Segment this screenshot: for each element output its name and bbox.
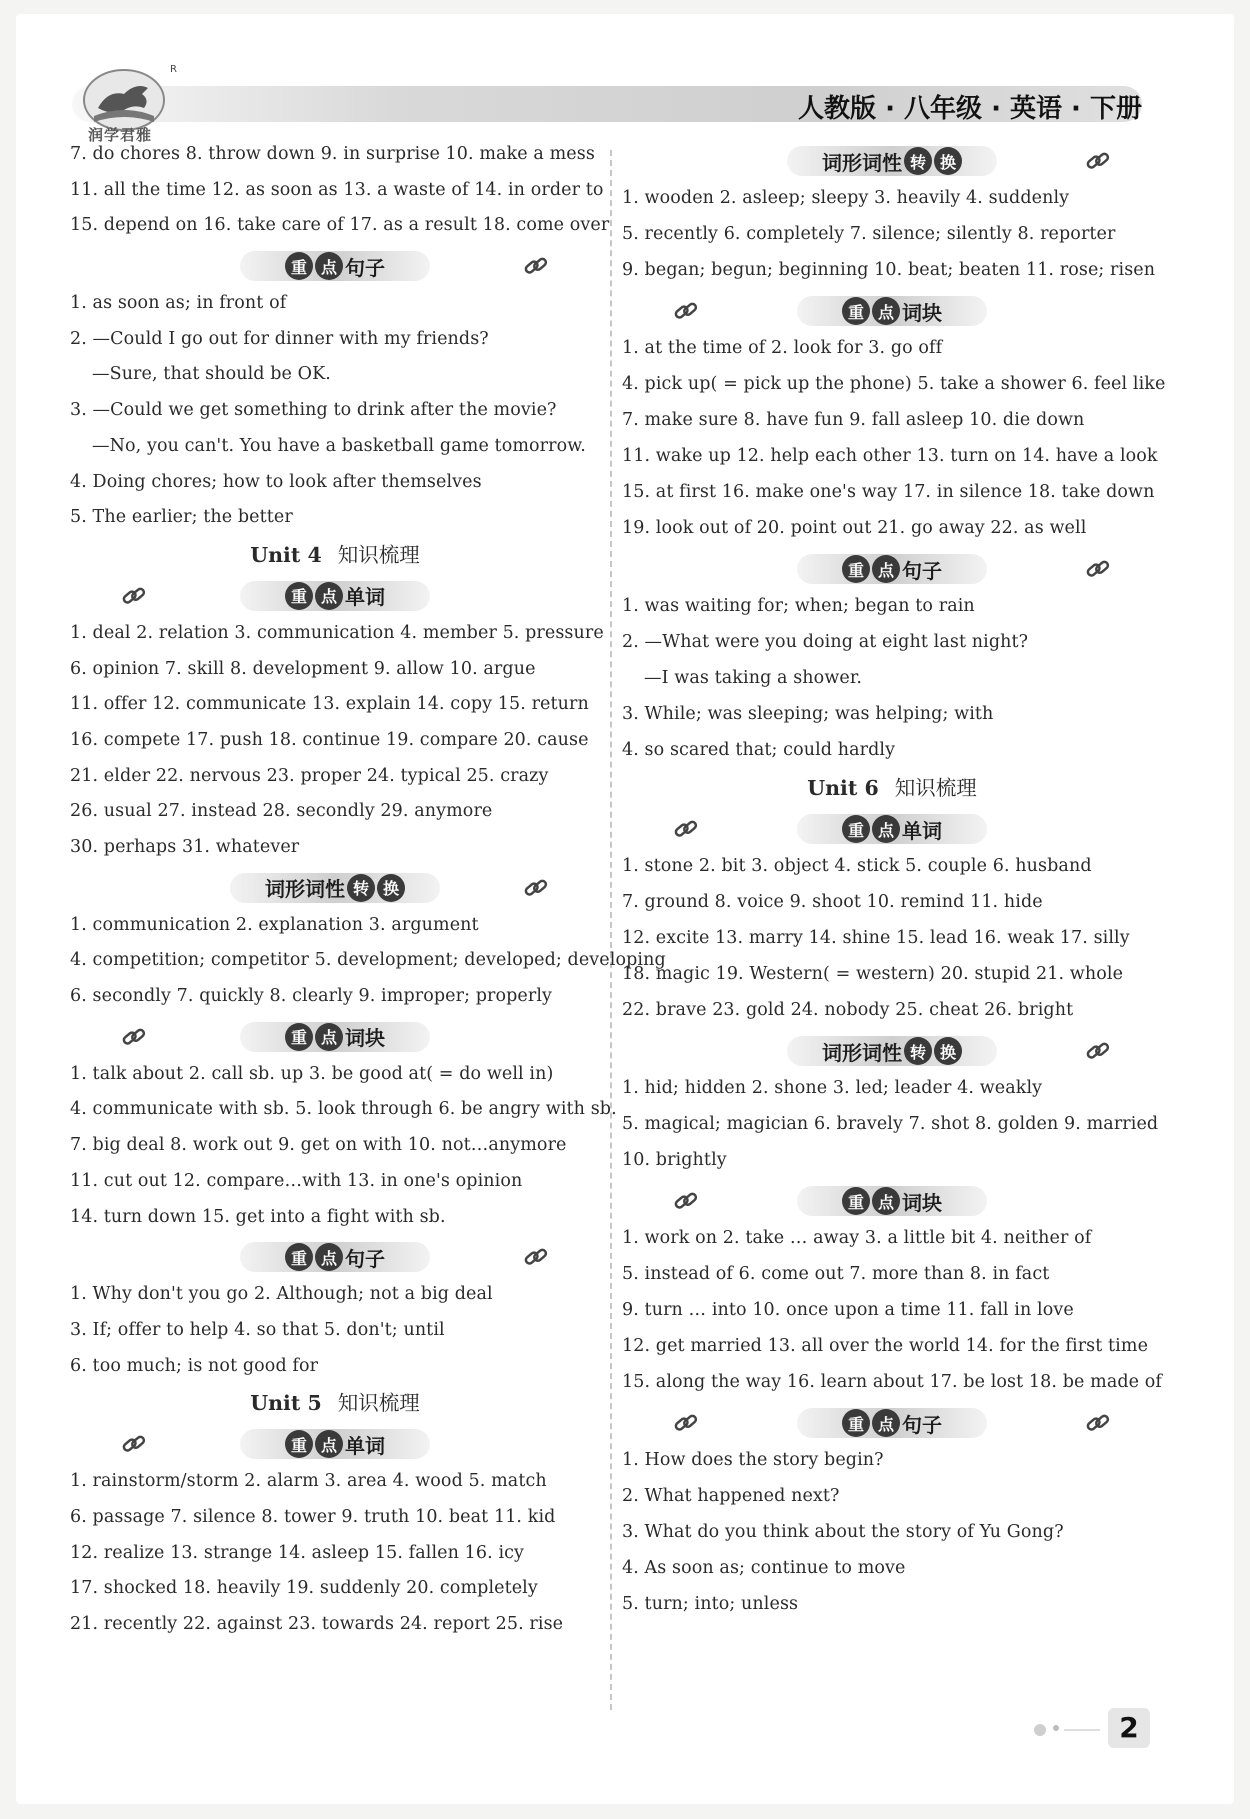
circle-char: 转 bbox=[904, 147, 932, 175]
list-item: 17. shocked 18. heavily 19. suddenly 20. completely bbox=[70, 1578, 538, 1599]
list-item: —Sure, that should be OK. bbox=[92, 364, 331, 385]
section-header-key-phrases bbox=[622, 294, 1162, 330]
section-header-label: 词形词性 转 换 bbox=[822, 146, 962, 176]
unit-number: Unit 4 bbox=[250, 542, 322, 567]
unit-title bbox=[70, 541, 600, 569]
circle-char: 重 bbox=[285, 582, 313, 610]
circle-char: 点 bbox=[872, 1409, 900, 1437]
list-item: 3. While; was sleeping; was helping; with bbox=[622, 704, 994, 724]
section-header-key-sentences bbox=[70, 249, 600, 285]
link-icon bbox=[1084, 558, 1112, 582]
page-number: 2 bbox=[1108, 1708, 1150, 1748]
section-header-word-forms bbox=[622, 1034, 1162, 1070]
decorative-dots-icon bbox=[1030, 1718, 1100, 1738]
list-item: 16. compete 17. push 18. continue 19. compare 20. cause bbox=[70, 729, 589, 750]
list-item: 1. rainstorm/storm 2. alarm 3. area 4. wood 5. match bbox=[70, 1471, 547, 1492]
circle-char: 重 bbox=[842, 297, 870, 325]
circle-char: 点 bbox=[315, 582, 343, 610]
unit-subtitle: 知识梳理 bbox=[337, 542, 420, 567]
list-item: 7. ground 8. voice 9. shoot 10. remind 11. hide bbox=[622, 892, 1043, 912]
circle-char: 换 bbox=[934, 147, 962, 175]
list-item: 4. As soon as; continue to move bbox=[622, 1558, 906, 1578]
section-header-key-words bbox=[622, 812, 1162, 848]
list-item: 11. offer 12. communicate 13. explain 14. copy 15. return bbox=[70, 694, 589, 715]
list-item: 1. at the time of 2. look for 3. go off bbox=[622, 338, 943, 358]
section-header-key-phrases bbox=[70, 1020, 600, 1056]
circle-char: 点 bbox=[315, 1023, 343, 1051]
list-item: 1. How does the story begin? bbox=[622, 1450, 884, 1470]
unit-number: Unit 5 bbox=[250, 1391, 322, 1416]
circle-char: 点 bbox=[315, 252, 343, 280]
list-item: 1. talk about 2. call sb. up 3. be good at( = do well in) bbox=[70, 1063, 554, 1084]
circle-char: 点 bbox=[872, 1187, 900, 1215]
section-header-word-forms bbox=[70, 871, 600, 907]
circle-char: 重 bbox=[842, 555, 870, 583]
registered-mark: R bbox=[170, 64, 177, 75]
link-icon bbox=[120, 1026, 148, 1050]
section-header-label: 词形词性 转 换 bbox=[822, 1036, 962, 1066]
list-item: 1. work on 2. take … away 3. a little bit 4. neither of bbox=[622, 1228, 1092, 1248]
list-item: 21. elder 22. nervous 23. proper 24. typical 25. crazy bbox=[70, 765, 549, 786]
list-item: 21. recently 22. against 23. towards 24. report 25. rise bbox=[70, 1614, 564, 1634]
circle-char: 转 bbox=[347, 874, 375, 902]
list-item: 2. —What were you doing at eight last night? bbox=[622, 632, 1029, 652]
link-icon bbox=[120, 585, 148, 609]
list-item: 1. communication 2. explanation 3. argument bbox=[70, 914, 479, 935]
list-item: 1. stone 2. bit 3. object 4. stick 5. couple 6. husband bbox=[622, 856, 1092, 876]
logo-text: 润学君雅 bbox=[88, 126, 153, 144]
list-item: 15. depend on 16. take care of 17. as a result 18. come over bbox=[70, 215, 610, 236]
list-item: 1. Why don't you go 2. Although; not a big deal bbox=[70, 1284, 493, 1305]
section-header-key-words bbox=[70, 1427, 600, 1463]
list-item: 2. —Could I go out for dinner with my friends? bbox=[70, 328, 489, 349]
unit-title bbox=[622, 774, 1162, 802]
section-header-label: 重 点 句子 bbox=[842, 1408, 942, 1438]
list-item: 12. excite 13. marry 14. shine 15. lead 16. weak 17. silly bbox=[622, 928, 1130, 948]
circle-char: 重 bbox=[842, 1409, 870, 1437]
list-item: 6. opinion 7. skill 8. development 9. allow 10. argue bbox=[70, 658, 536, 679]
list-item: 1. wooden 2. asleep; sleepy 3. heavily 4. suddenly bbox=[622, 188, 1070, 208]
section-header-label: 词形词性 转 换 bbox=[265, 873, 405, 903]
list-item: 3. If; offer to help 4. so that 5. don't; until bbox=[70, 1319, 445, 1340]
list-item: 10. brightly bbox=[622, 1150, 727, 1170]
section-header-label: 重 点 词块 bbox=[285, 1022, 385, 1052]
list-item: 26. usual 27. instead 28. secondly 29. anymore bbox=[70, 801, 493, 822]
list-item: 15. along the way 16. learn about 17. be lost 18. be made of bbox=[622, 1372, 1162, 1392]
list-item: —I was taking a shower. bbox=[644, 668, 863, 688]
list-item: 6. too much; is not good for bbox=[70, 1355, 319, 1376]
circle-char: 重 bbox=[285, 1430, 313, 1458]
unit-title bbox=[70, 1389, 600, 1417]
list-item: 5. magical; magician 6. bravely 7. shot 8. golden 9. married bbox=[622, 1114, 1159, 1134]
link-icon bbox=[672, 818, 700, 842]
section-header-label: 重 点 单词 bbox=[285, 1429, 385, 1459]
list-item: 1. deal 2. relation 3. communication 4. member 5. pressure bbox=[70, 622, 604, 643]
list-item: 5. recently 6. completely 7. silence; silently 8. reporter bbox=[622, 224, 1116, 244]
section-header-key-sentences bbox=[70, 1240, 600, 1276]
circle-char: 点 bbox=[872, 297, 900, 325]
list-item: 9. turn … into 10. once upon a time 11. fall in love bbox=[622, 1300, 1074, 1320]
list-item: 12. realize 13. strange 14. asleep 15. fallen 16. icy bbox=[70, 1542, 525, 1563]
list-item: 4. communicate with sb. 5. look through 6. be angry with sb. bbox=[70, 1099, 617, 1120]
list-item: 2. What happened next? bbox=[622, 1486, 840, 1506]
column-divider bbox=[610, 150, 612, 1710]
link-icon bbox=[522, 877, 550, 901]
circle-char: 换 bbox=[934, 1037, 962, 1065]
section-header-word-forms bbox=[622, 144, 1162, 180]
section-header-key-words bbox=[70, 579, 600, 615]
list-item: 7. big deal 8. work out 9. get on with 10. not…anymore bbox=[70, 1135, 567, 1156]
link-icon bbox=[672, 1412, 700, 1436]
list-item: 19. look out of 20. point out 21. go away 22. as well bbox=[622, 518, 1087, 538]
section-header-key-phrases bbox=[622, 1184, 1162, 1220]
list-item: 11. cut out 12. compare…with 13. in one's opinion bbox=[70, 1170, 523, 1191]
circle-char: 点 bbox=[315, 1430, 343, 1458]
circle-char: 点 bbox=[872, 555, 900, 583]
right-column bbox=[622, 142, 1166, 1628]
list-item: 3. —Could we get something to drink after the movie? bbox=[70, 400, 557, 421]
list-item: —No, you can't. You have a basketball game tomorrow. bbox=[92, 435, 586, 456]
book-title: 人教版 · 八年级 · 英语 · 下册 bbox=[798, 94, 1142, 124]
link-icon bbox=[522, 255, 550, 279]
circle-char: 重 bbox=[842, 815, 870, 843]
link-icon bbox=[1084, 1412, 1112, 1436]
link-icon bbox=[120, 1433, 148, 1457]
list-item: 30. perhaps 31. whatever bbox=[70, 837, 300, 857]
unit-subtitle: 知识梳理 bbox=[894, 776, 977, 800]
list-item: 6. passage 7. silence 8. tower 9. truth 10. beat 11. kid bbox=[70, 1506, 556, 1527]
section-header-label: 重 点 词块 bbox=[842, 1186, 942, 1216]
list-item: 11. wake up 12. help each other 13. turn on 14. have a look bbox=[622, 446, 1158, 466]
circle-char: 重 bbox=[842, 1187, 870, 1215]
list-item: 4. so scared that; could hardly bbox=[622, 740, 896, 760]
circle-char: 重 bbox=[285, 1243, 313, 1271]
link-icon bbox=[672, 300, 700, 324]
list-item: 5. turn; into; unless bbox=[622, 1594, 799, 1614]
circle-char: 转 bbox=[904, 1037, 932, 1065]
list-item: 12. get married 13. all over the world 14. for the first time bbox=[622, 1336, 1149, 1356]
list-item: 4. pick up( = pick up the phone) 5. take a shower 6. feel like bbox=[622, 374, 1166, 394]
section-header-label: 重 点 句子 bbox=[285, 251, 385, 281]
section-header-label: 重 点 句子 bbox=[842, 554, 942, 584]
circle-char: 重 bbox=[285, 252, 313, 280]
unit-number: Unit 6 bbox=[807, 776, 879, 800]
list-item: 14. turn down 15. get into a fight with sb. bbox=[70, 1206, 446, 1227]
list-item: 5. instead of 6. come out 7. more than 8. in fact bbox=[622, 1264, 1050, 1284]
list-item: 9. began; begun; beginning 10. beat; beaten 11. rose; risen bbox=[622, 260, 1156, 280]
list-item: 15. at first 16. make one's way 17. in silence 18. take down bbox=[622, 482, 1155, 502]
list-item: 1. was waiting for; when; began to rain bbox=[622, 596, 975, 616]
section-header-label: 重 点 单词 bbox=[285, 581, 385, 611]
left-column bbox=[70, 142, 666, 1648]
link-icon bbox=[1084, 1040, 1112, 1064]
list-item: 7. make sure 8. have fun 9. fall asleep 10. die down bbox=[622, 410, 1085, 430]
circle-char: 换 bbox=[377, 874, 405, 902]
list-item: 1. hid; hidden 2. shone 3. led; leader 4. weakly bbox=[622, 1078, 1043, 1098]
list-item: 4. Doing chores; how to look after themselves bbox=[70, 471, 482, 492]
list-item: 6. secondly 7. quickly 8. clearly 9. improper; properly bbox=[70, 986, 553, 1007]
list-item: 22. brave 23. gold 24. nobody 25. cheat 26. bright bbox=[622, 1000, 1074, 1020]
list-item: 5. The earlier; the better bbox=[70, 507, 293, 528]
list-item: 11. all the time 12. as soon as 13. a waste of 14. in order to bbox=[70, 179, 604, 200]
circle-char: 点 bbox=[872, 815, 900, 843]
list-item: 18. magic 19. Western( = western) 20. stupid 21. whole bbox=[622, 964, 1124, 984]
link-icon bbox=[522, 1246, 550, 1270]
circle-char: 点 bbox=[315, 1243, 343, 1271]
link-icon bbox=[1084, 150, 1112, 174]
section-header-key-sentences bbox=[622, 552, 1162, 588]
list-item: 1. as soon as; in front of bbox=[70, 293, 287, 314]
circle-char: 重 bbox=[285, 1023, 313, 1051]
unit-subtitle: 知识梳理 bbox=[337, 1391, 420, 1416]
section-header-key-sentences bbox=[622, 1406, 1162, 1442]
section-header-label: 重 点 句子 bbox=[285, 1242, 385, 1272]
section-header-label: 重 点 词块 bbox=[842, 296, 942, 326]
list-item: 7. do chores 8. throw down 9. in surprise 10. make a mess bbox=[70, 144, 595, 164]
section-header-label: 重 点 单词 bbox=[842, 814, 942, 844]
list-item: 4. competition; competitor 5. development; developed; developing bbox=[70, 950, 666, 971]
link-icon bbox=[672, 1190, 700, 1214]
list-item: 3. What do you think about the story of Yu Gong? bbox=[622, 1522, 1064, 1542]
